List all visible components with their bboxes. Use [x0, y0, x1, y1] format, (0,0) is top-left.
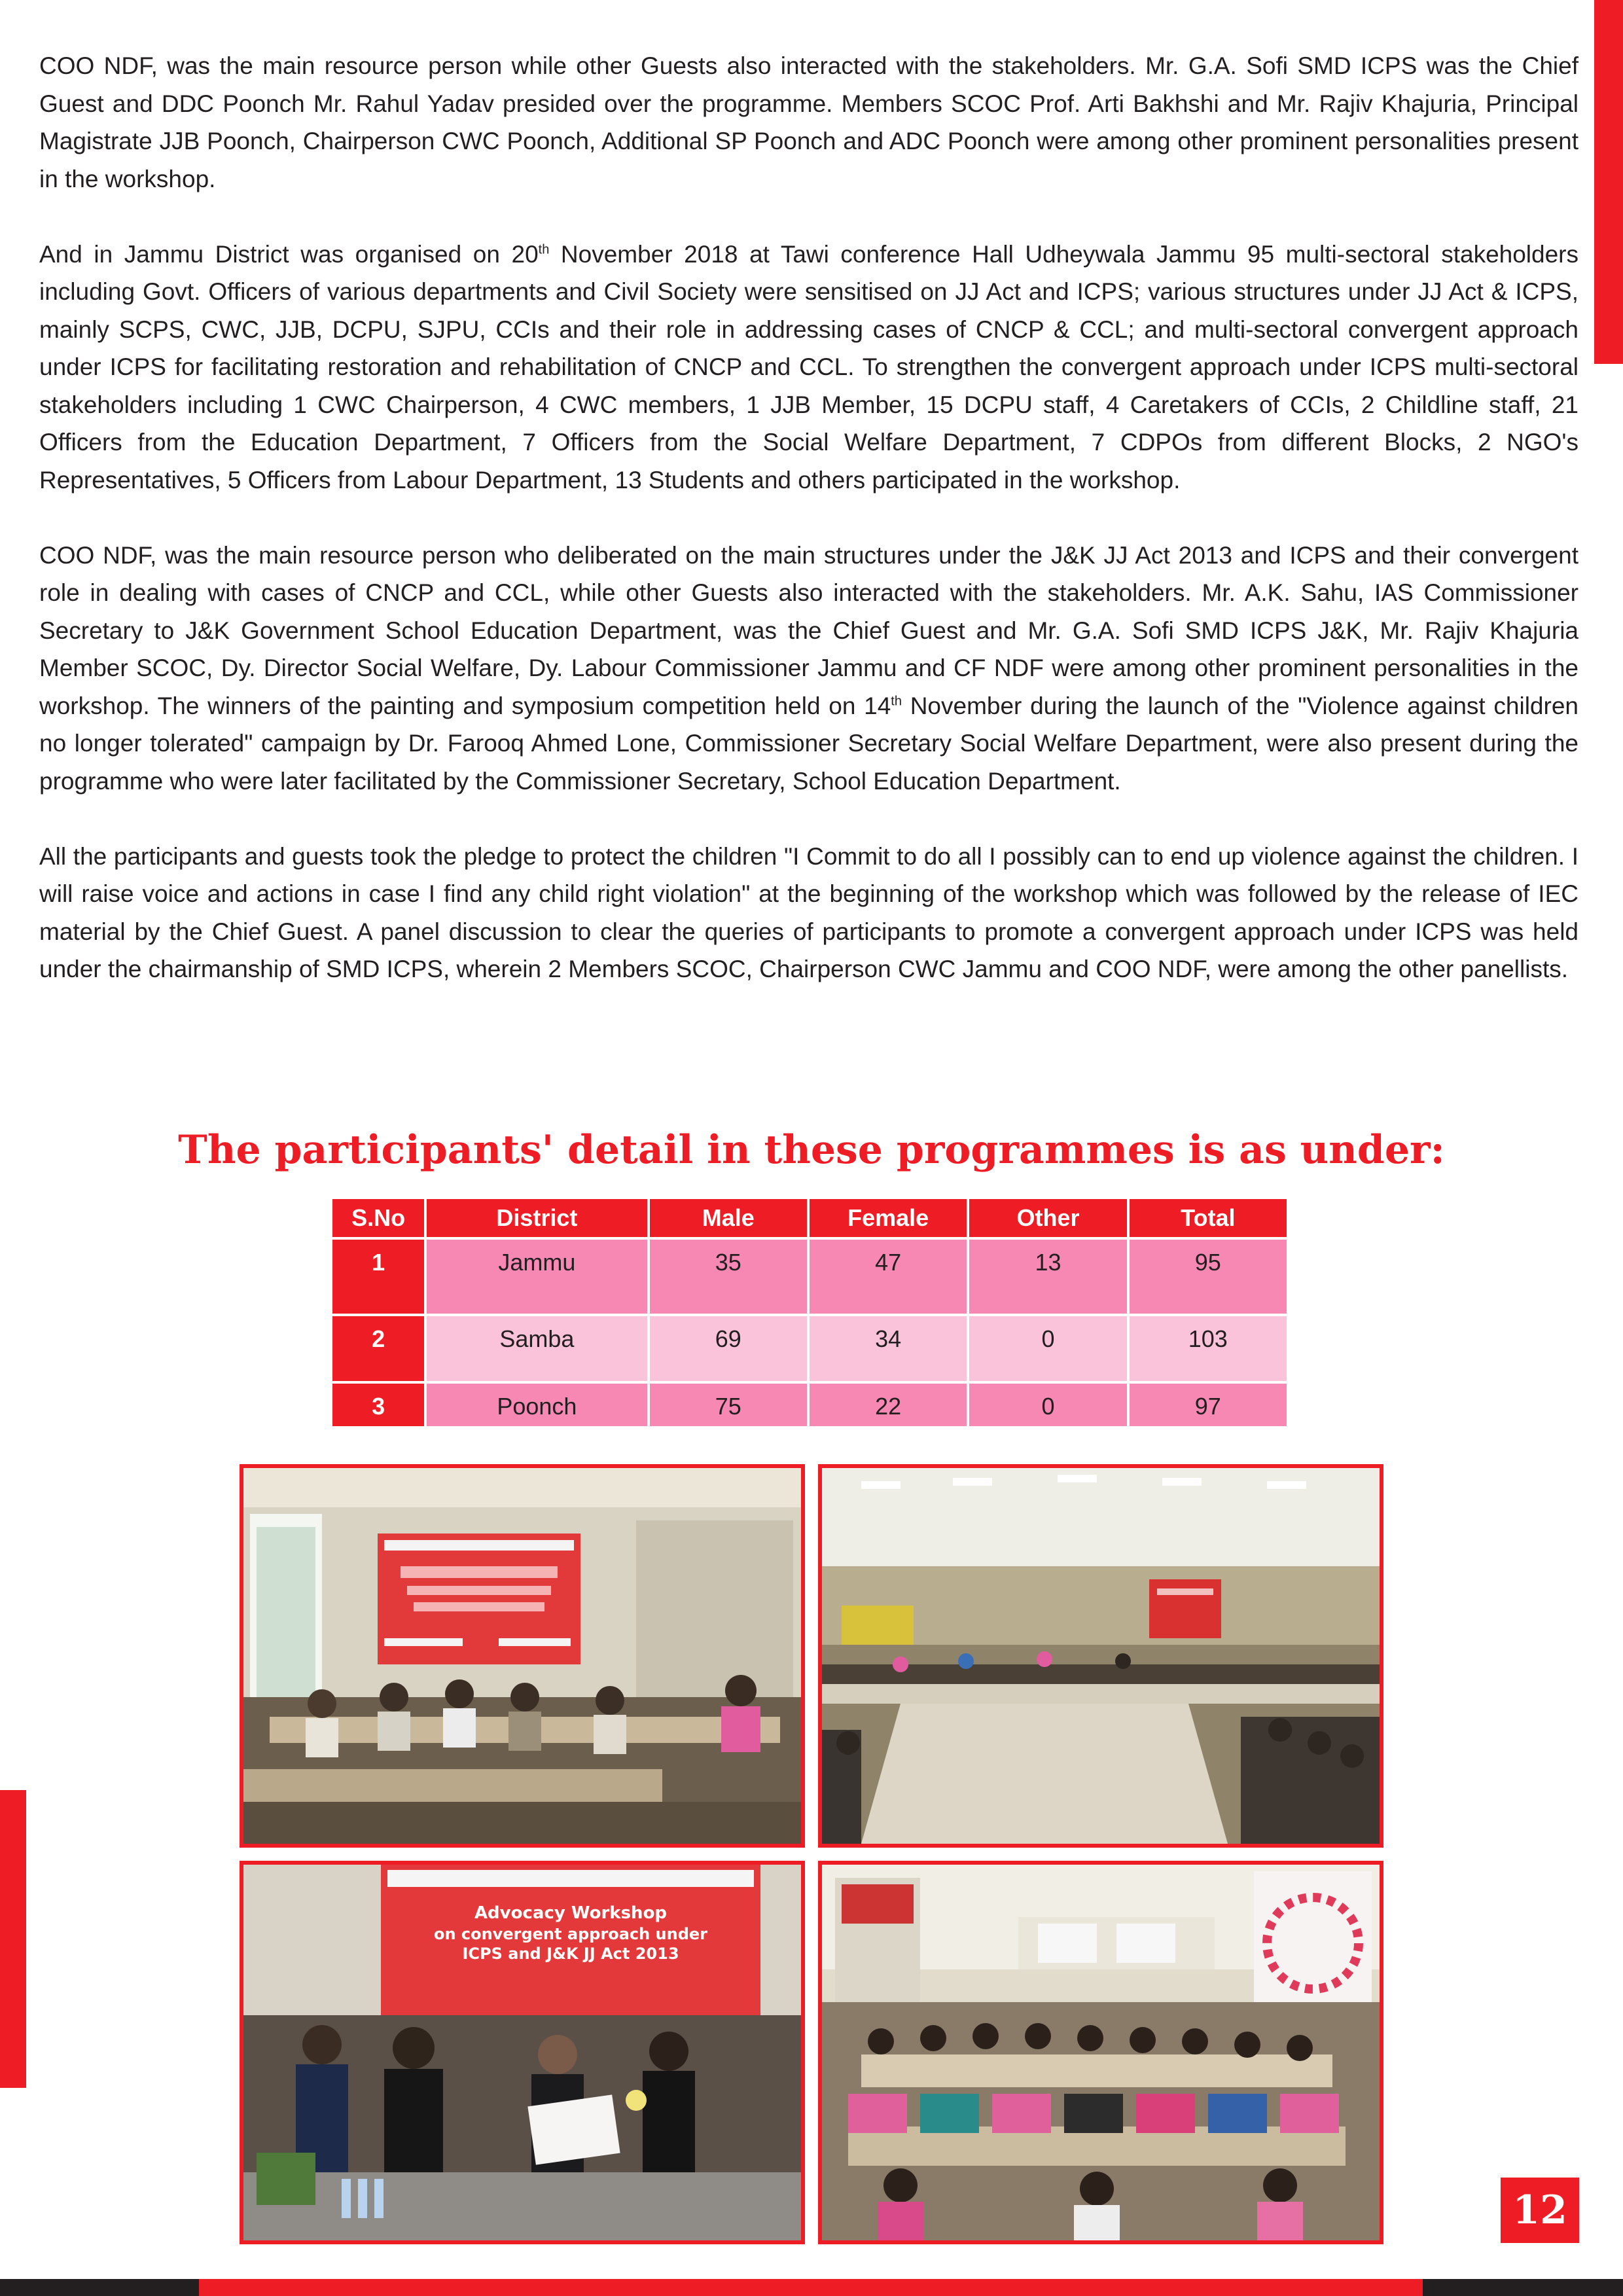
right-accent-bar [1594, 0, 1623, 364]
photo-meeting-room-banner [240, 1464, 805, 1848]
photo-participants-session [818, 1861, 1383, 2244]
cell-male: 75 [650, 1384, 807, 1426]
table-row [332, 1316, 1287, 1381]
banner-line-1: Advocacy Workshop [474, 1903, 668, 1923]
footer-bar-red [199, 2279, 1423, 2296]
header-female: Female [810, 1199, 967, 1237]
cell-female: 22 [810, 1384, 967, 1426]
paragraph-3-text-b: November during the launch of the "Violence against children no longer tolerated" campaign by Dr. Farooq Ahmed Lone, Commissioner Secretary Social Welfare Department, were also present during the programme who were later facilitated by the Commissioner Secretary, School Education Department. [39, 692, 1578, 795]
cell-male: 35 [650, 1240, 807, 1314]
cell-sno: 2 [332, 1316, 424, 1381]
header-other: Other [969, 1199, 1126, 1237]
table-title: The participants' detail in these programmes is as under: [178, 1127, 1445, 1173]
paragraph-2-text-b: November 2018 at Tawi conference Hall Udheywala Jammu 95 multi-sectoral stakeholders including Govt. Officers of various departments and Civil Society were sensitised on JJ Act and ICPS; various structures under JJ Act & ICPS, mainly SCPS, CWC, JJB, DCPU, SJPU, CCIs and their role in addressing cases of CNCP & CCL; and multi-sectoral convergent approach under ICPS for facilitating restoration and rehabilitation of CNCP and CCL. To strengthen the convergent approach under ICPS multi-sectoral stakeholders including 1 CWC Chairperson, 4 CWC members, 1 JJB Member, 15 DCPU staff, 4 Caretakers of CCIs, 2 Childline staff, 21 Officers from the Education Department, 7 Officers from the Social Welfare Department, 7 CDPOs from different Blocks, 2 NGO's Representatives, 5 Officers from Labour Department, 13 Students and others participated in the workshop. [39, 240, 1579, 493]
cell-other: 0 [969, 1316, 1126, 1381]
header-sno: S.No [332, 1199, 424, 1237]
cell-male: 69 [650, 1316, 807, 1381]
header-total: Total [1130, 1199, 1287, 1237]
cell-total: 97 [1130, 1384, 1287, 1426]
table-header-row [332, 1199, 1287, 1237]
table-row [332, 1240, 1287, 1314]
photo-award-ceremony [240, 1861, 805, 2244]
header-male: Male [650, 1199, 807, 1237]
cell-female: 34 [810, 1316, 967, 1381]
cell-other: 13 [969, 1240, 1126, 1314]
photo-conference-hall [818, 1464, 1383, 1848]
paragraph-4: All the participants and guests took the pledge to protect the children "I Commit to do all I possibly can to end up violence against the children. I will raise voice and actions in case I find any child right violation" at the beginning of the workshop which was followed by the release of IEC material by the Chief Guest. A panel discussion to clear the queries of participants to promote a convergent approach under ICPS was held under the chairmanship of SMD ICPS, wherein 2 Members SCOC, Chairperson CWC Jammu and COO NDF, were among the other panellists. [39, 842, 1578, 982]
cell-district: Jammu [427, 1240, 647, 1314]
paragraph-3-superscript: th [891, 694, 902, 709]
paragraph-2 [39, 236, 1578, 499]
paragraph-3-text-a: COO NDF, was the main resource person who deliberated on the main structures under the J&K JJ Act 2013 and ICPS and their convergent role in dealing with cases of CNCP and CCL, while other Guests also interacted with the stakeholders. Mr. A.K. Sahu, IAS Commissioner Secretary to J&K Government School Education Department, was the Chief Guest and Mr. G.A. Sofi SMD ICPS J&K, Mr. Rajiv Khajuria Member SCOC, Dy. Director Social Welfare, Dy. Labour Commissioner Jammu and CF NDF were among other prominent personalities in the workshop. The winners of the painting and symposium competition held on 14 [39, 541, 1578, 719]
cell-other: 0 [969, 1384, 1126, 1426]
cell-sno: 1 [332, 1240, 424, 1314]
left-accent-bar [0, 1790, 26, 2088]
paragraph-3 [39, 537, 1578, 800]
header-district: District [427, 1199, 647, 1237]
cell-total: 103 [1130, 1316, 1287, 1381]
participants-table [330, 1196, 1289, 1429]
cell-female: 47 [810, 1240, 967, 1314]
paragraph-1: COO NDF, was the main resource person while other Guests also interacted with the stakeholders. Mr. G.A. Sofi SMD ICPS was the Chief Guest and DDC Poonch Mr. Rahul Yadav presided over the programme. Members SCOC Prof. Arti Bakhshi and Mr. Rajiv Khajuria, Principal Magistrate JJB Poonch, Chairperson CWC Poonch, Additional SP Poonch and ADC Poonch were among other prominent personalities present in the workshop. [39, 52, 1578, 192]
page-number: 12 [1501, 2178, 1579, 2243]
banner-line-3: ICPS and J&K JJ Act 2013 [462, 1945, 679, 1963]
cell-district: Poonch [427, 1384, 647, 1426]
cell-total: 95 [1130, 1240, 1287, 1314]
banner-line-2: on convergent approach under [433, 1925, 708, 1943]
paragraph-2-superscript: th [538, 242, 550, 257]
cell-district: Samba [427, 1316, 647, 1381]
paragraph-2-text-a: And in Jammu District was organised on 20 [39, 240, 539, 268]
body-text [39, 47, 1578, 1026]
cell-sno: 3 [332, 1384, 424, 1426]
table-row [332, 1384, 1287, 1426]
